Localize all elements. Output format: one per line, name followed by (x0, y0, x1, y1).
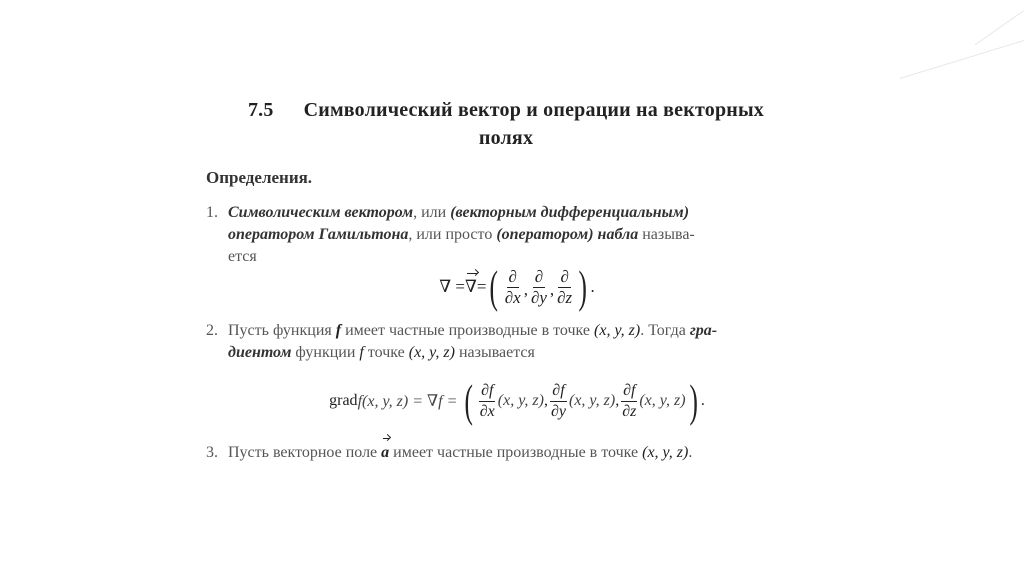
args: (x, y, z) (639, 392, 686, 409)
denominator: ∂x (479, 402, 495, 420)
period: . (700, 392, 705, 409)
term-gradient-part2: диентом (228, 344, 292, 361)
right-paren: ) (578, 261, 588, 312)
text: функции (291, 344, 360, 361)
left-paren: ( (464, 375, 474, 426)
fraction-df-dy (549, 381, 568, 422)
definition-item-1 (206, 202, 806, 268)
text: , или просто (408, 226, 497, 243)
text: ется (228, 248, 257, 265)
point-xyz: (x, y, z) (594, 322, 641, 339)
term-vector-differential: (векторным дифференциальным) (450, 204, 690, 221)
text: , или (413, 204, 451, 221)
left-paren: ( (489, 261, 499, 312)
denominator: ∂x (504, 287, 521, 307)
nabla-lhs: ∇ = (439, 277, 465, 296)
right-paren: ) (688, 375, 698, 426)
text: называется (454, 344, 535, 361)
document-page (206, 96, 806, 464)
text: . Тогда (640, 322, 690, 339)
fraction-d-dx (503, 267, 523, 308)
term-hamilton-operator: оператором Гамильтона (228, 226, 409, 243)
nabla-vector: ∇ (464, 277, 477, 296)
gradient-formula (228, 375, 806, 426)
denominator: ∂z (622, 402, 637, 420)
vector-field-a: a (381, 442, 389, 464)
term-symbolic-vector: Символическим вектором (228, 204, 414, 221)
denominator: ∂y (530, 287, 547, 307)
term-gradient-part1: гра- (689, 322, 718, 339)
term-nabla: (оператором) набла (496, 226, 639, 243)
equals: = (476, 277, 487, 296)
function-f: f (359, 344, 364, 361)
text: называ- (638, 226, 695, 243)
point-xyz: (x, y, z) (642, 444, 689, 461)
numerator: ∂ (560, 266, 569, 286)
denominator: ∂z (557, 287, 573, 307)
numerator: ∂ (508, 266, 517, 286)
fraction-d-dy (529, 267, 549, 308)
text: точке (363, 344, 409, 361)
grad-lhs: f(x, y, z) = ∇f = (357, 393, 462, 410)
denominator: ∂y (550, 402, 566, 420)
item-number: 3. (206, 444, 218, 461)
text: Пусть векторное поле (228, 444, 382, 461)
fraction-df-dx (478, 381, 497, 422)
function-f: f (335, 322, 342, 339)
args: (x, y, z) (568, 392, 616, 409)
point-xyz: (x, y, z) (408, 344, 455, 361)
text: имеет частные производные в точке (341, 322, 595, 339)
fraction-d-dz (555, 267, 574, 308)
numerator: ∂f (621, 381, 637, 402)
period: . (688, 444, 693, 461)
text: Пусть функция (228, 322, 336, 339)
args: (x, y, z) (497, 392, 544, 409)
comma: , (543, 392, 548, 409)
numerator: ∂f (479, 381, 495, 402)
section-title-line1: Символический вектор и операции на векторных (303, 99, 765, 121)
text: имеет частные производные в точке (389, 444, 643, 461)
comma: , (615, 392, 620, 409)
section-title-line2: полях (478, 127, 534, 149)
definitions-heading: Определения. (206, 168, 313, 187)
grad-label: grad (329, 392, 358, 409)
section-title (206, 96, 806, 152)
comma: , (523, 280, 528, 299)
comma: , (549, 280, 555, 299)
nabla-formula (228, 261, 806, 312)
fraction-df-dz (620, 381, 638, 422)
item-number: 1. (206, 204, 218, 221)
numerator: ∂ (534, 266, 544, 286)
numerator: ∂f (550, 381, 566, 402)
item-number: 2. (206, 322, 218, 339)
definition-item-3 (206, 442, 806, 464)
section-number: 7.5 (247, 99, 274, 121)
period: . (590, 277, 595, 296)
definition-item-2 (206, 320, 806, 364)
